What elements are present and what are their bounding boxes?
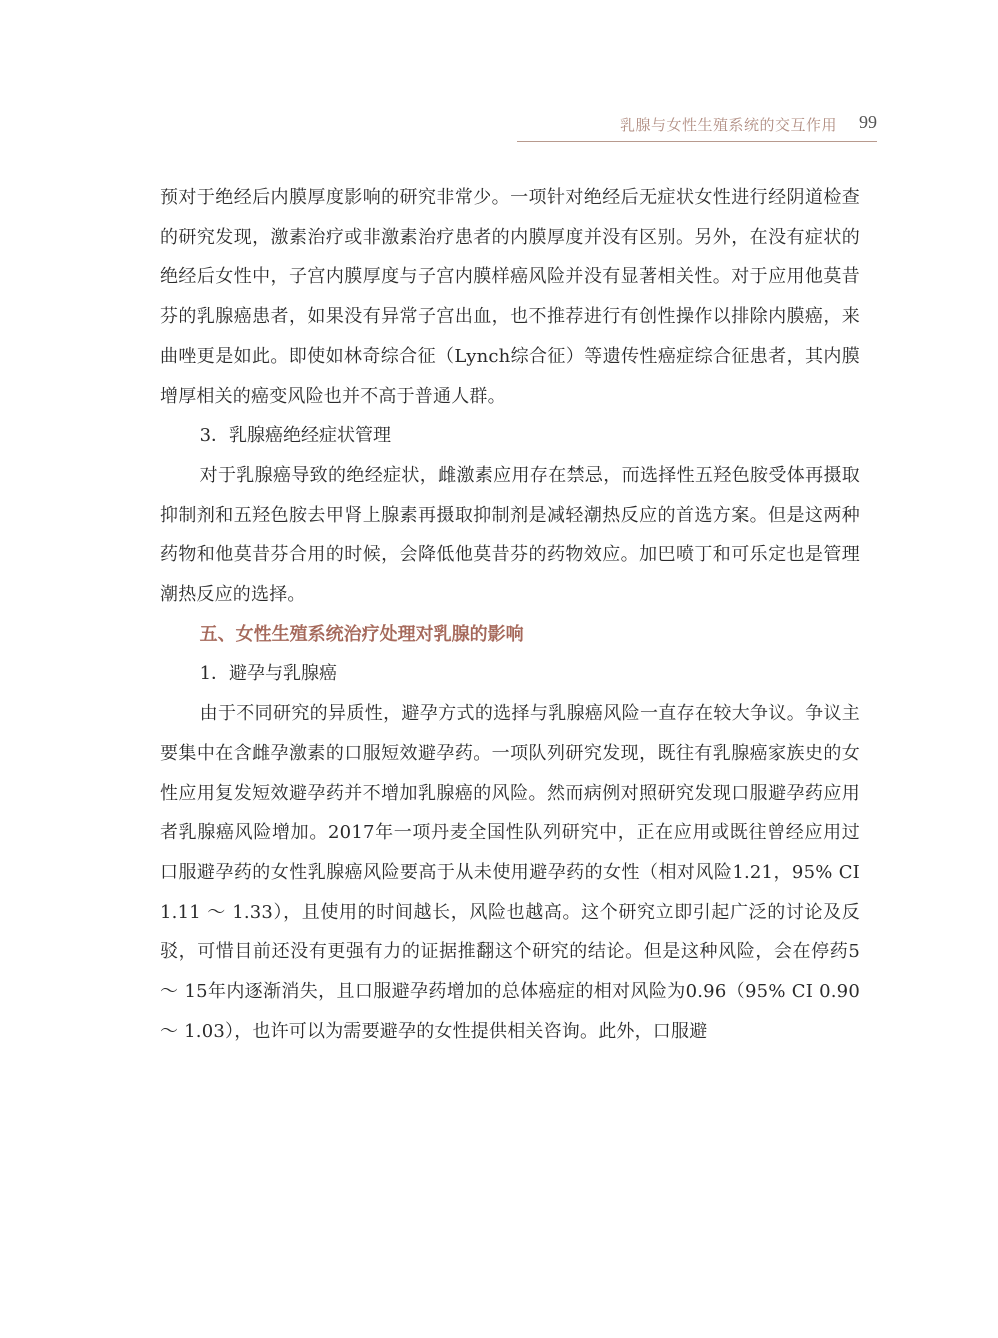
section-heading-reproductive-treatment: 五、女性生殖系统治疗处理对乳腺的影响: [199, 623, 524, 645]
subheading-contraception: 1．避孕与乳腺癌: [199, 663, 338, 685]
paragraph-endometrium: 预对于绝经后内膜厚度影响的研究非常少。一项针对绝经后无症状女性进行经阴道检查的研究发现，激素治疗或非激素治疗患者的内膜厚度并没有区别。另外，在没有症状的绝经后女性中，子宫内膜厚度与子宫内膜样癌风险并没有显著相关性。对于应用他莫昔芬的乳腺癌患者，如果没有异常子宫出血，也不推荐进行有创性操作以排除内膜癌，来曲唑更是如此。即使如林奇综合征（Lynch综合征）等遗传性癌症综合征患者，其内膜增厚相关的癌变风险也并不高于普通人群。: [160, 187, 860, 407]
subheading-menopause-symptom-management: 3．乳腺癌绝经症状管理: [199, 425, 392, 447]
paragraph-hot-flash-treatment: 对于乳腺癌导致的绝经症状，雌激素应用存在禁忌，而选择性五羟色胺受体再摄取抑制剂和五羟色胺去甲肾上腺素再摄取抑制剂是减轻潮热反应的首选方案。但是这两种药物和他莫昔芬合用的时候，会降低他莫昔芬的药物效应。加巴喷丁和可乐定也是管理潮热反应的选择。: [160, 464, 860, 606]
running-header: [517, 112, 877, 142]
page-number: 99: [859, 112, 877, 132]
page-body: [160, 178, 860, 1051]
running-header-title: 乳腺与女性生殖系统的交互作用: [619, 116, 837, 134]
paragraph-contraception-risk: 由于不同研究的异质性，避孕方式的选择与乳腺癌风险一直存在较大争议。争议主要集中在含雌孕激素的口服短效避孕药。一项队列研究发现，既往有乳腺癌家族史的女性应用复发短效避孕药并不增加乳腺癌的风险。然而病例对照研究发现口服避孕药应用者乳腺癌风险增加。2017年一项丹麦全国性队列研究中，正在应用或既往曾经应用过口服避孕药的女性乳腺癌风险要高于从未使用避孕药的女性（相对风险1.21，95% CI 1.11 ～ 1.33），且使用的时间越长，风险也越高。这个研究立即引起广泛的讨论及反驳，可惜目前还没有更强有力的证据推翻这个研究的结论。但是这种风险，会在停药5 ～ 15年内逐渐消失，且口服避孕药增加的总体癌症的相对风险为0.96（95% CI 0.90 ～ 1.03），也许可以为需要避孕的女性提供相关咨询。此外，口服避: [160, 703, 860, 1042]
